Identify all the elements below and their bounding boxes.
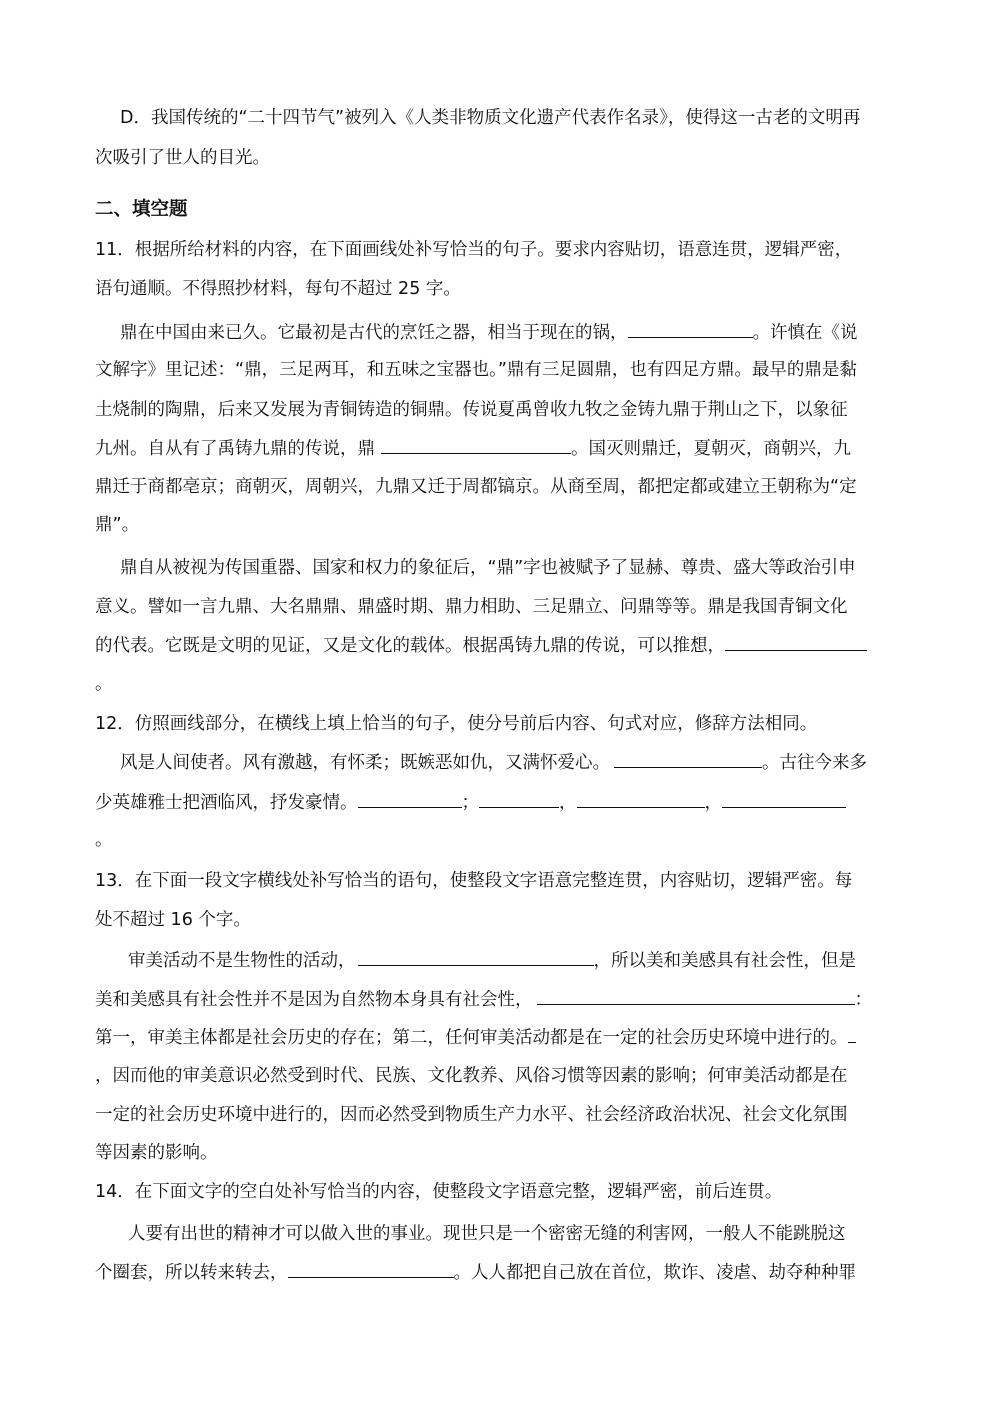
q11-end-mark: 。 [95, 674, 113, 694]
q14-stem: 14．在下面文字的空白处补写恰当的内容，使整段文字语意完整，逻辑严密，前后连贯。 [95, 1182, 783, 1202]
q11-para2-line2: 意义。譬如一言九鼎、大名鼎鼎、鼎盛时期、鼎力相助、三足鼎立、问鼎等等。鼎是我国青铜文化 [95, 597, 848, 617]
q12-blank-2[interactable] [358, 790, 462, 808]
q12-sep: ； [461, 793, 479, 813]
option-d-line2: 次吸引了世人的目光。 [95, 148, 270, 168]
q11-para-line4 [95, 436, 851, 461]
q13-blank-1[interactable] [358, 948, 594, 966]
q13-line7: 一定的社会历史环境中进行的，因而必然受到物质生产力水平、社会经济政治状况、社会文化氛围 [95, 1105, 848, 1125]
q12-end-mark: 。 [95, 830, 113, 850]
q12-sep: ， [559, 793, 577, 813]
q12-line3 [95, 790, 846, 815]
q11-para-line3: 土烧制的陶鼎，后来又发展为青铜铸造的铜鼎。传说夏禹曾收九牧之金铸九鼎于荆山之下，以象征 [95, 400, 848, 420]
q14-text: 。人人都把自己放在首位，欺诈、凌虐、劫夺种种罪 [453, 1263, 856, 1283]
q13-text: 审美活动不是生物性的活动， [128, 951, 356, 971]
option-d-line1: D．我国传统的“二十四节气”被列入《人类非物质文化遗产代表作名录》，使得这一古老的文明再 [120, 108, 861, 128]
q13-line3 [128, 948, 856, 973]
q11-para2-line3 [95, 633, 867, 658]
q11-para-line5: 鼎迁于商都亳京；商朝灭，周朝兴，九鼎又迁于周都镐京。从商至周，都把定都或建立王朝称为“定 [95, 477, 857, 497]
q11-stem-line1: 11．根据所给材料的内容，在下面画线处补写恰当的句子。要求内容贴切，语意连贯，逻辑严密， [95, 240, 853, 260]
q12-blank-5[interactable] [722, 790, 846, 808]
q11-text: 。国灭则鼎迁，夏朝灭，商朝兴，九 [571, 439, 851, 459]
q13-line8: 等因素的影响。 [95, 1143, 218, 1163]
q11-text: 的代表。它既是文明的见证，又是文化的载体。根据禹铸九鼎的传说，可以推想， [95, 636, 725, 656]
q11-text: 九州。自从有了禹铸九鼎的传说，鼎 [95, 439, 375, 459]
q11-text: 。许慎在《说 [752, 323, 858, 343]
q11-para-line2: 文解字》里记述：“鼎，三足两耳，和五味之宝器也。”鼎有三足圆鼎，也有四足方鼎。最早的鼎是黏 [95, 360, 857, 380]
q13-stem-line1: 13．在下面一段文字横线处补写恰当的语句，使整段文字语意完整连贯，内容贴切，逻辑严密。每 [95, 871, 853, 891]
q11-para-line1 [120, 320, 858, 345]
q14-blank-1[interactable] [288, 1260, 454, 1278]
q13-line4 [95, 987, 872, 1012]
q13-stem-line2: 处不超过 16 个字。 [95, 910, 251, 930]
q11-para-line6: 鼎”。 [95, 515, 140, 535]
q11-stem-line2: 语句通顺。不得照抄材料，每句不超过 25 字。 [95, 279, 461, 299]
q12-line2 [120, 750, 867, 775]
q12-blank-4[interactable] [577, 790, 705, 808]
q13-text: 第一，审美主体都是社会历史的存在；第二，任何审美活动都是在一定的社会历史环境中进行的。 [95, 1028, 848, 1048]
q13-text: 美和美感具有社会性并不是因为自然物本身具有社会性， [95, 990, 533, 1010]
q12-text: 。古往今来多 [762, 753, 867, 773]
q13-blank-2[interactable] [537, 987, 855, 1005]
q12-blank-3[interactable] [479, 790, 559, 808]
q14-line3 [95, 1260, 856, 1285]
q12-blank-1[interactable] [614, 750, 762, 768]
q13-line5 [95, 1025, 856, 1050]
q14-line2: 人要有出世的精神才可以做入世的事业。现世只是一个密密无缝的利害网，一般人不能跳脱这 [128, 1224, 846, 1244]
q12-sep: ， [704, 793, 722, 813]
q11-blank-2[interactable] [381, 436, 571, 454]
q11-para2-line1: 鼎自从被视为传国重器、国家和权力的象征后，“鼎”字也被赋予了显赫、尊贵、盛大等政治引申 [120, 558, 856, 578]
q13-text: ： [854, 990, 872, 1010]
q11-blank-1[interactable] [628, 320, 753, 338]
q11-text: 鼎在中国由来已久。它最初是古代的烹饪之器，相当于现在的锅， [120, 323, 628, 343]
section-title: 二、填空题 [95, 199, 188, 220]
q13-text: ，所以美和美感具有社会性，但是 [593, 951, 856, 971]
q12-text: 风是人间使者。风有激越，有怀柔；既嫉恶如仇，又满怀爱心。 [120, 753, 610, 773]
q13-blank-3[interactable] [848, 1025, 856, 1043]
q12-stem: 12．仿照画线部分，在横线上填上恰当的句子，使分号前后内容、句式对应，修辞方法相同。 [95, 714, 818, 734]
q11-blank-3[interactable] [725, 633, 867, 651]
q12-text: 少英雄雅士把酒临风，抒发豪情。 [95, 793, 358, 813]
q14-text: 个圈套，所以转来转去， [95, 1263, 288, 1283]
q13-line6: ，因而他的审美意识必然受到时代、民族、文化教养、风俗习惯等因素的影响；何审美活动都是在 [95, 1066, 848, 1086]
